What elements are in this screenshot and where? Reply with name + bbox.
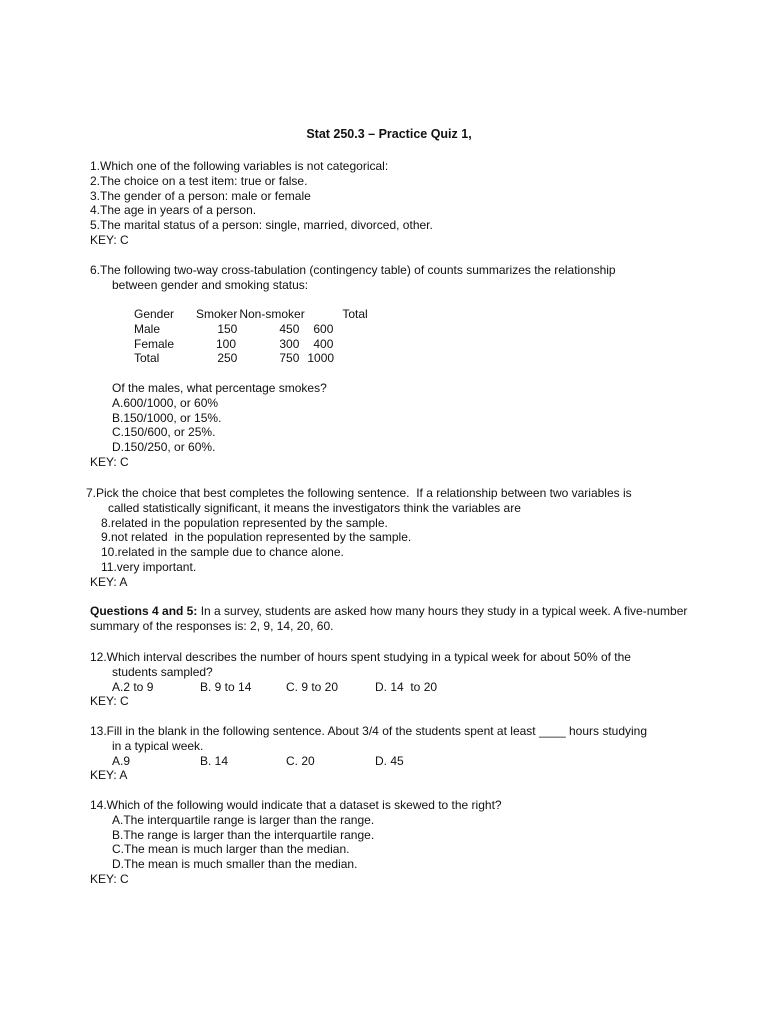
- question-stem: 7.Pick the choice that best completes the following sentence. If a relationship between two variables is: [86, 486, 632, 500]
- answer-option: 10.related in the sample due to chance alone.: [101, 545, 344, 560]
- question-stem: 6.The following two-way cross-tabulation (contingency table) of counts summarizes the relationship: [90, 263, 616, 277]
- table-cell-value: 450: [279, 321, 300, 336]
- table-cell: 250: [217, 351, 238, 366]
- table-cell-value: 600: [313, 321, 334, 336]
- table-header-cell: Total: [342, 307, 368, 321]
- question-13: [0, 724, 647, 783]
- contingency-table: [134, 307, 382, 366]
- answer-option: A.2 to 9: [112, 679, 154, 694]
- answer-option: C. 9 to 20: [286, 679, 339, 694]
- question-6-options: [0, 381, 327, 470]
- table-cell: [237, 351, 342, 366]
- intro-heading: Questions 4 and 5:: [90, 604, 198, 618]
- table-row: [134, 351, 382, 366]
- answer-option: C.The mean is much larger than the median.: [112, 842, 350, 857]
- answer-option: B. 9 to 14: [200, 679, 252, 694]
- table-row: [134, 337, 382, 352]
- table-cell: 150: [217, 321, 238, 336]
- answer-key: KEY: C: [90, 871, 129, 886]
- question-12: [0, 650, 631, 709]
- intro-text: In a survey, students are asked how many hours they study in a typical week. A five-number summary of the responses is: 2, 9, 14, 20, 60.: [90, 604, 688, 633]
- question-stem-continued: in a typical week.: [112, 738, 204, 753]
- table-cell: Female: [134, 336, 175, 351]
- table-row: [134, 322, 382, 337]
- answer-option: 4.The age in years of a person.: [90, 203, 257, 218]
- table-cell-value: 400: [313, 336, 334, 351]
- answer-option: B. 14: [200, 753, 229, 768]
- answer-option: D.150/250, or 60%.: [112, 440, 216, 455]
- question-7: [0, 486, 632, 590]
- table-cell: [237, 337, 342, 352]
- answer-key: KEY: C: [90, 694, 129, 709]
- answer-options-row: [0, 680, 631, 695]
- answer-option: D. 14 to 20: [375, 679, 438, 694]
- table-cell-empty: [342, 337, 382, 352]
- question-stem: 12.Which interval describes the number of hours spent studying in a typical week for about 50% of the: [90, 650, 631, 664]
- answer-options-row: [0, 754, 647, 769]
- question-stem: 1.Which one of the following variables is not categorical:: [90, 159, 389, 173]
- answer-key: KEY: A: [90, 574, 128, 589]
- table-cell-empty: [342, 322, 382, 337]
- answer-option: C.150/600, or 25%.: [112, 425, 216, 440]
- answer-option: A.600/1000, or 60%: [112, 395, 219, 410]
- table-header-cell: Non-smoker: [239, 307, 305, 321]
- table-cell-value: 1000: [307, 351, 335, 366]
- intro-paragraph: [0, 604, 690, 634]
- answer-option: 9.not related in the population represented by the sample.: [101, 530, 412, 545]
- table-header-row: [134, 307, 382, 322]
- answer-option: 3.The gender of a person: male or female: [90, 188, 311, 203]
- question-stem-continued: between gender and smoking status:: [112, 277, 309, 292]
- question-1: [0, 159, 433, 248]
- table-cell: Total: [134, 351, 160, 366]
- answer-option: C. 20: [286, 753, 315, 768]
- answer-key: KEY: C: [90, 454, 129, 469]
- table-header-cell: Gender: [134, 307, 175, 321]
- question-6: [0, 263, 616, 293]
- table-cell: [237, 322, 342, 337]
- answer-option: B.The range is larger than the interquartile range.: [112, 827, 375, 842]
- questions-4-5-intro: [0, 604, 690, 634]
- table-cell-empty: [342, 351, 382, 366]
- table-cell-value: 300: [279, 336, 300, 351]
- table-cell: Male: [134, 321, 161, 336]
- question-stem: 14.Which of the following would indicate that a dataset is skewed to the right?: [90, 798, 502, 812]
- answer-key: KEY: C: [90, 232, 129, 247]
- answer-option: D. 45: [375, 753, 404, 768]
- answer-option: D.The mean is much smaller than the median.: [112, 857, 358, 872]
- question-14: [0, 798, 502, 887]
- table-cell-value: 750: [279, 351, 300, 366]
- answer-option: 5.The marital status of a person: single, married, divorced, other.: [90, 218, 433, 233]
- answer-option: B.150/1000, or 15%.: [112, 410, 222, 425]
- answer-option: 8.related in the population represented by the sample.: [101, 515, 388, 530]
- answer-option: 2.The choice on a test item: true or false.: [90, 173, 308, 188]
- contingency-table-block: [0, 307, 382, 366]
- table-header-cell: Smoker: [196, 307, 238, 321]
- answer-option: A.9: [112, 753, 131, 768]
- answer-option: A.The interquartile range is larger than the range.: [112, 812, 375, 827]
- table-cell: 100: [216, 336, 237, 351]
- answer-key: KEY: A: [90, 768, 128, 783]
- page-title: Stat 250.3 – Practice Quiz 1,: [306, 127, 472, 141]
- question-stem: 13.Fill in the blank in the following sentence. About 3/4 of the students spent at least ____ hours studying: [90, 724, 648, 738]
- answer-option: 11.very important.: [101, 559, 197, 574]
- question-stem-continued: called statistically significant, it means the investigators think the variables are: [108, 500, 521, 515]
- question-prompt: Of the males, what percentage smokes?: [112, 381, 327, 395]
- question-stem-continued: students sampled?: [112, 664, 213, 679]
